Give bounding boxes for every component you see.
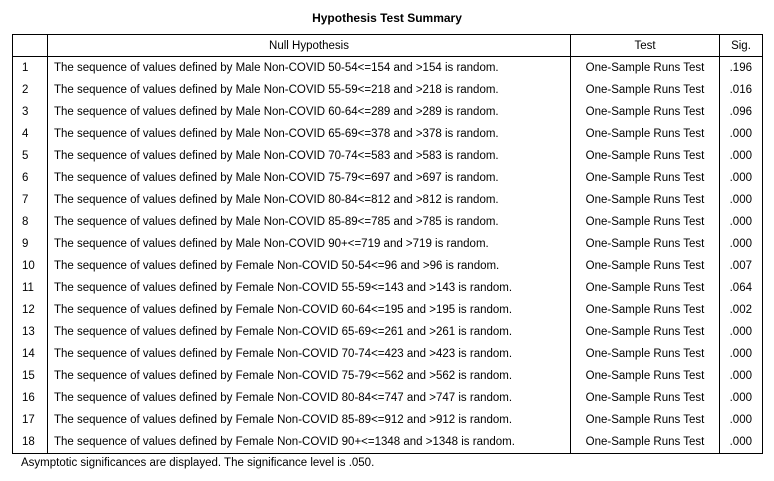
row-test: One-Sample Runs Test — [571, 387, 720, 409]
header-test: Test — [571, 35, 720, 57]
row-test: One-Sample Runs Test — [571, 123, 720, 145]
row-sig: .000 — [720, 123, 763, 145]
table-row — [13, 277, 763, 299]
row-number: 11 — [13, 277, 48, 299]
row-number: 16 — [13, 387, 48, 409]
table-row — [13, 145, 763, 167]
row-hypothesis: The sequence of values defined by Male Non-COVID 85-89<=785 and >785 is random. — [48, 211, 571, 233]
row-sig: .000 — [720, 387, 763, 409]
row-sig: .000 — [720, 211, 763, 233]
table-row — [13, 299, 763, 321]
table-row — [13, 255, 763, 277]
row-sig: .000 — [720, 365, 763, 387]
row-sig: .007 — [720, 255, 763, 277]
row-hypothesis: The sequence of values defined by Male Non-COVID 75-79<=697 and >697 is random. — [48, 167, 571, 189]
row-number: 4 — [13, 123, 48, 145]
row-test: One-Sample Runs Test — [571, 233, 720, 255]
row-sig: .096 — [720, 101, 763, 123]
row-sig: .000 — [720, 145, 763, 167]
row-hypothesis: The sequence of values defined by Male Non-COVID 65-69<=378 and >378 is random. — [48, 123, 571, 145]
row-number: 3 — [13, 101, 48, 123]
row-test: One-Sample Runs Test — [571, 277, 720, 299]
row-sig: .000 — [720, 431, 763, 454]
row-number: 17 — [13, 409, 48, 431]
row-hypothesis: The sequence of values defined by Male Non-COVID 70-74<=583 and >583 is random. — [48, 145, 571, 167]
row-number: 10 — [13, 255, 48, 277]
row-test: One-Sample Runs Test — [571, 167, 720, 189]
row-number: 14 — [13, 343, 48, 365]
row-test: One-Sample Runs Test — [571, 299, 720, 321]
row-sig: .000 — [720, 409, 763, 431]
row-sig: .000 — [720, 233, 763, 255]
row-test: One-Sample Runs Test — [571, 57, 720, 80]
row-number: 9 — [13, 233, 48, 255]
row-number: 18 — [13, 431, 48, 454]
row-number: 15 — [13, 365, 48, 387]
table-body — [13, 57, 763, 454]
row-test: One-Sample Runs Test — [571, 431, 720, 454]
table-row — [13, 387, 763, 409]
row-test: One-Sample Runs Test — [571, 189, 720, 211]
row-test: One-Sample Runs Test — [571, 145, 720, 167]
row-sig: .000 — [720, 189, 763, 211]
row-hypothesis: The sequence of values defined by Male Non-COVID 80-84<=812 and >812 is random. — [48, 189, 571, 211]
row-hypothesis: The sequence of values defined by Female Non-COVID 55-59<=143 and >143 is random. — [48, 277, 571, 299]
row-number: 13 — [13, 321, 48, 343]
row-test: One-Sample Runs Test — [571, 101, 720, 123]
row-hypothesis: The sequence of values defined by Female Non-COVID 85-89<=912 and >912 is random. — [48, 409, 571, 431]
row-number: 8 — [13, 211, 48, 233]
table-row — [13, 365, 763, 387]
row-number: 5 — [13, 145, 48, 167]
header-row — [13, 35, 763, 57]
row-test: One-Sample Runs Test — [571, 365, 720, 387]
table-row — [13, 409, 763, 431]
row-sig: .000 — [720, 321, 763, 343]
table-row — [13, 101, 763, 123]
row-hypothesis: The sequence of values defined by Female Non-COVID 70-74<=423 and >423 is random. — [48, 343, 571, 365]
table-row — [13, 167, 763, 189]
row-hypothesis: The sequence of values defined by Male Non-COVID 50-54<=154 and >154 is random. — [48, 57, 571, 80]
row-sig: .000 — [720, 167, 763, 189]
row-hypothesis: The sequence of values defined by Female Non-COVID 65-69<=261 and >261 is random. — [48, 321, 571, 343]
table-row — [13, 343, 763, 365]
row-test: One-Sample Runs Test — [571, 211, 720, 233]
row-hypothesis: The sequence of values defined by Male Non-COVID 90+<=719 and >719 is random. — [48, 233, 571, 255]
row-hypothesis: The sequence of values defined by Female Non-COVID 60-64<=195 and >195 is random. — [48, 299, 571, 321]
row-test: One-Sample Runs Test — [571, 321, 720, 343]
table-row — [13, 211, 763, 233]
row-test: One-Sample Runs Test — [571, 255, 720, 277]
table-row — [13, 431, 763, 454]
row-number: 1 — [13, 57, 48, 80]
table-footnote: Asymptotic significances are displayed. The significance level is .050. — [21, 457, 375, 469]
row-number: 2 — [13, 79, 48, 101]
row-sig: .002 — [720, 299, 763, 321]
hypothesis-test-summary-table — [12, 34, 763, 454]
row-hypothesis: The sequence of values defined by Female Non-COVID 90+<=1348 and >1348 is random. — [48, 431, 571, 454]
row-number: 6 — [13, 167, 48, 189]
row-number: 12 — [13, 299, 48, 321]
table-row — [13, 321, 763, 343]
row-test: One-Sample Runs Test — [571, 409, 720, 431]
row-hypothesis: The sequence of values defined by Female Non-COVID 75-79<=562 and >562 is random. — [48, 365, 571, 387]
row-sig: .196 — [720, 57, 763, 80]
row-sig: .064 — [720, 277, 763, 299]
table-row — [13, 57, 763, 80]
table-title: Hypothesis Test Summary — [312, 11, 462, 25]
row-test: One-Sample Runs Test — [571, 343, 720, 365]
header-number — [13, 35, 48, 57]
table-row — [13, 123, 763, 145]
row-hypothesis: The sequence of values defined by Female Non-COVID 50-54<=96 and >96 is random. — [48, 255, 571, 277]
row-hypothesis: The sequence of values defined by Male Non-COVID 55-59<=218 and >218 is random. — [48, 79, 571, 101]
row-hypothesis: The sequence of values defined by Female Non-COVID 80-84<=747 and >747 is random. — [48, 387, 571, 409]
row-hypothesis: The sequence of values defined by Male Non-COVID 60-64<=289 and >289 is random. — [48, 101, 571, 123]
header-sig: Sig. — [720, 35, 763, 57]
row-sig: .000 — [720, 343, 763, 365]
header-null-hypothesis: Null Hypothesis — [48, 35, 571, 57]
table-row — [13, 233, 763, 255]
table-row — [13, 79, 763, 101]
row-number: 7 — [13, 189, 48, 211]
row-test: One-Sample Runs Test — [571, 79, 720, 101]
row-sig: .016 — [720, 79, 763, 101]
table-row — [13, 189, 763, 211]
